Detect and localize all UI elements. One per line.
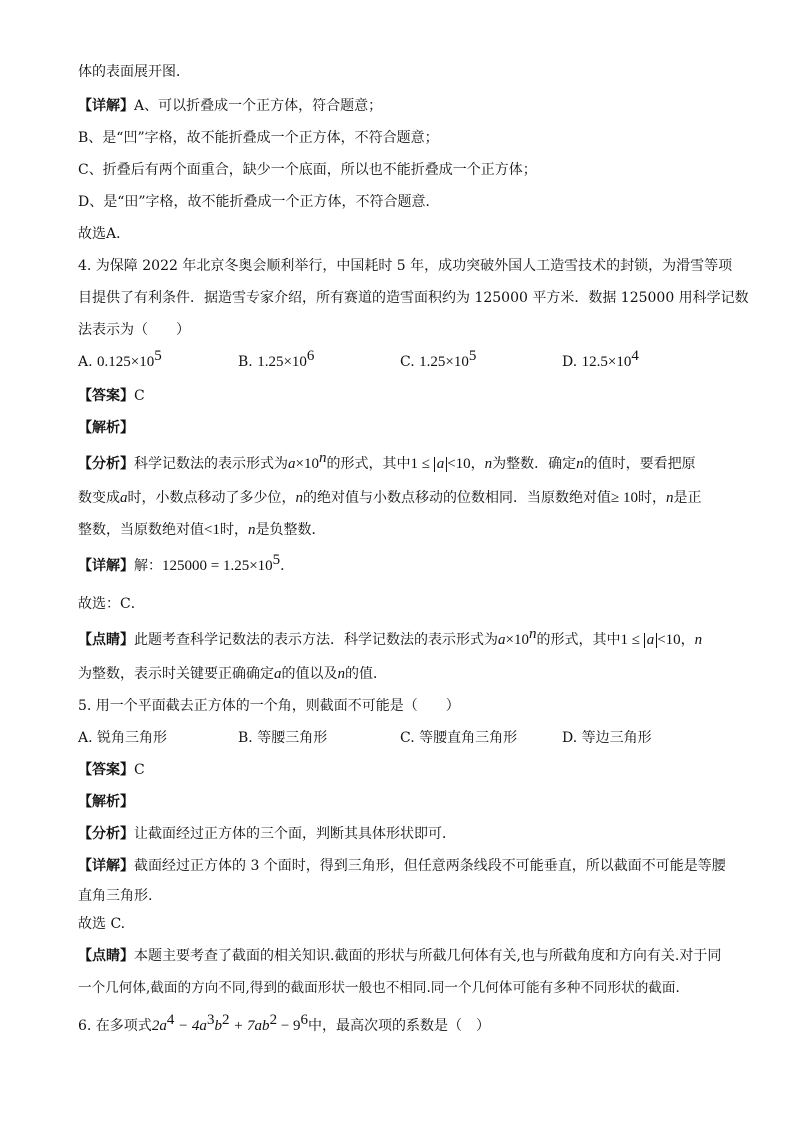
q4-analysis-tag: 【解析】 [78, 420, 134, 436]
q4-option-a: A. $0.125\times 10^5$ [78, 348, 162, 370]
q5-stem: 5. 用一个平面截去正方体的一个角，则截面不可能是（ ） [78, 698, 460, 714]
q4-stem-1: 4. 为保障 2022 年北京冬奥会顺利举行，中国耗时 5 年，成功突破外国人工造雪技术的封锁，为滑雪等项 [78, 258, 733, 274]
q4-stem-3: 法表示为（ ） [78, 322, 190, 338]
q3-detail-a: 【详解】A、可以折叠成一个正方体，符合题意； [78, 98, 383, 114]
q5-dianjing-2: 一个几何体,截面的方向不同,得到的截面形状一般也不相同.同一个几何体可能有多种不同形状的截面. [78, 980, 680, 996]
q5-option-a: A. 锐角三角形 [78, 730, 168, 746]
q5-option-d: D. 等边三角形 [562, 730, 652, 746]
q5-dianjing-1: 【点睛】本题主要考查了截面的相关知识.截面的形状与所截几何体有关,也与所截角度和方向有关.对于同 [78, 948, 722, 964]
q5-detail-2: 直角三角形. [78, 888, 153, 904]
q3-detail-c: C、折叠后有两个面重合，缺少一个底面，所以也不能折叠成一个正方体； [78, 162, 537, 178]
q5-answer: 【答案】C [78, 762, 145, 778]
q4-dianjing-1: 【点睛】此题考查科学记数法的表示方法．科学记数法的表示形式为$a\times 10^n$的形式，其中1 ≤ a <10，n [78, 626, 703, 648]
q6-stem: 6. 在多项式$2a^4 - 4a^3b^2 + 7ab^2 - 9^6$中，最高次项的系数是（ ） [78, 1012, 491, 1034]
q4-choose: 故选：C． [78, 596, 145, 612]
q4-stem-2: 目提供了有利条件．据造雪专家介绍，所有赛道的造雪面积约为 125000 平方米．数据 125000 用科学记数 [78, 290, 749, 306]
q5-fenxi: 【分析】让截面经过正方体的三个面，判断其具体形状即可． [78, 826, 456, 842]
q4-dianjing-2: 为整数，表示时关键要正确确定a的值以及n的值． [78, 666, 387, 682]
q5-choose: 故选 C. [78, 916, 126, 932]
q4-answer: 【答案】C [78, 388, 145, 404]
q4-fenxi-2: 数变成a时，小数点移动了多少位，n的绝对值与小数点移动的位数相同．当原数绝对值≥ 10时，n是正 [78, 490, 702, 506]
q5-option-c: C. 等腰直角三角形 [400, 730, 518, 746]
q5-detail-1: 【详解】截面经过正方体的 3 个面时，得到三角形，但任意两条线段不可能垂直，所以截面不可能是等腰 [78, 858, 726, 874]
q4-option-d: D. $12.5\times 10^4$ [562, 348, 639, 370]
q4-fenxi-3: 整数，当原数绝对值<1时，n是负整数． [78, 522, 326, 538]
q3-detail-b: B、是“凹”字格，故不能折叠成一个正方体，不符合题意； [78, 130, 439, 146]
q5-analysis-tag: 【解析】 [78, 794, 134, 810]
q3-choose: 故选A． [78, 226, 131, 242]
q4-option-c: C. $1.25\times 10^5$ [400, 348, 477, 370]
q4-option-b: B. $1.25\times 10^6$ [238, 348, 315, 370]
q4-detail: 【详解】解：$125000 = 1.25\times 10^5$． [78, 552, 295, 574]
q3-tail-line: 体的表面展开图． [78, 64, 190, 80]
q4-fenxi-1: 【分析】科学记数法的表示形式为$a\times 10^n$的形式，其中1 ≤ a <10，n为整数．确定n的值时，要看把原 [78, 450, 696, 472]
q5-option-b: B. 等腰三角形 [238, 730, 328, 746]
q3-detail-d: D、是“田”字格，故不能折叠成一个正方体，不符合题意． [78, 194, 440, 210]
